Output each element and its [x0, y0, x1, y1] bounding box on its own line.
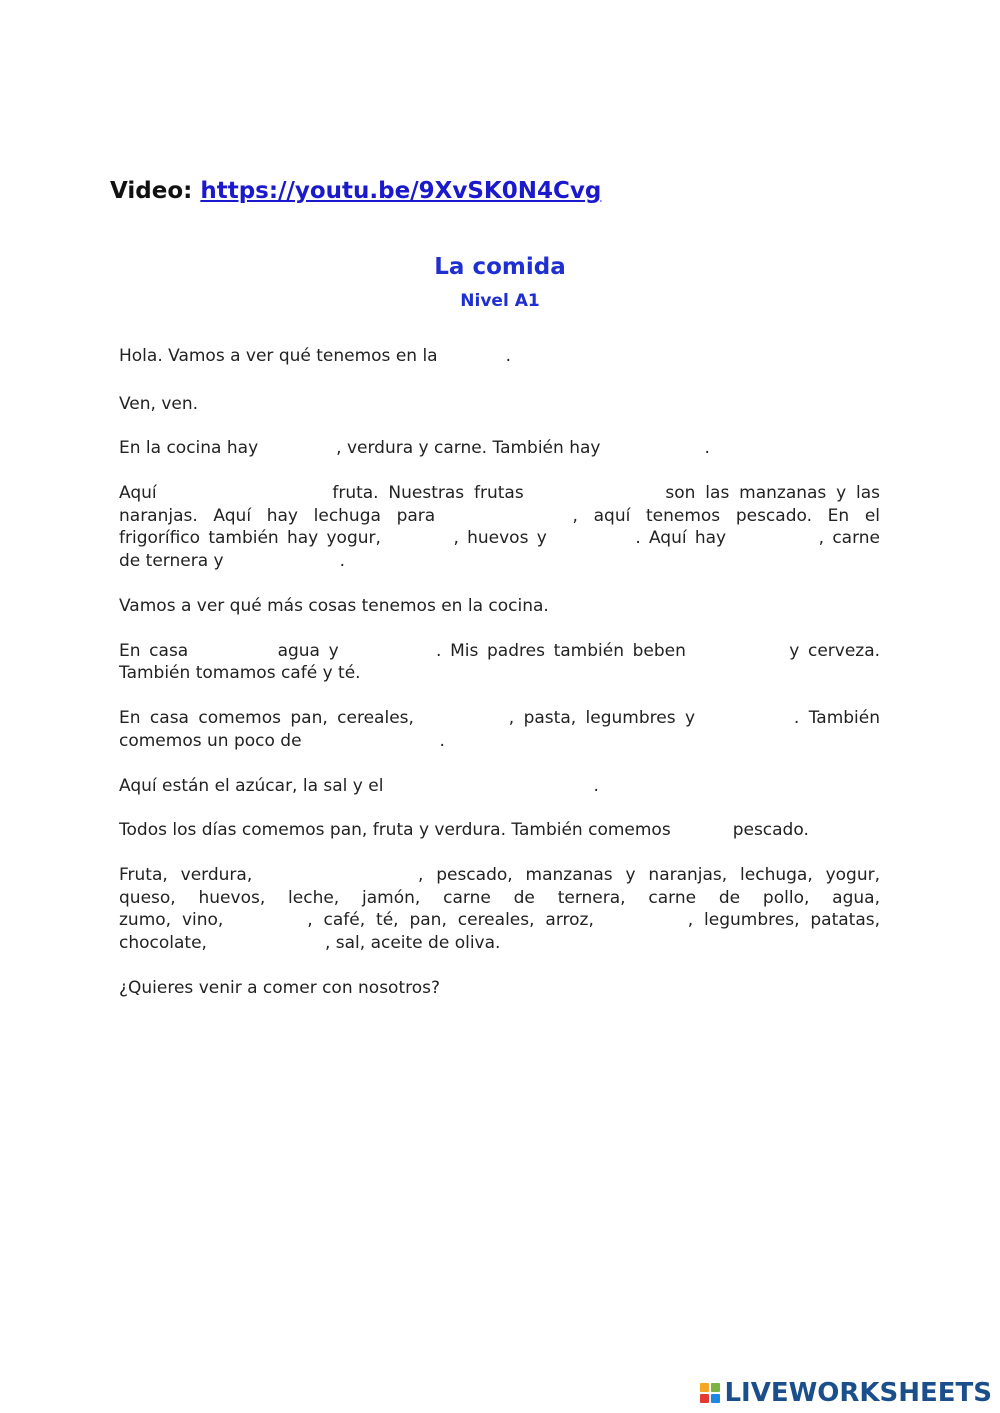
blank-field[interactable]	[258, 439, 336, 457]
blank-field[interactable]	[704, 709, 784, 727]
paragraph-7-line-2: comemos un poco de .	[119, 731, 445, 751]
blank-field[interactable]	[166, 484, 322, 502]
blank-field[interactable]	[438, 347, 506, 365]
logo-text: LIVEWORKSHEETS	[724, 1378, 992, 1408]
paragraph-11: ¿Quieres venir a comer con nosotros?	[119, 978, 441, 998]
blank-field[interactable]	[234, 911, 296, 929]
blank-field[interactable]	[600, 439, 704, 457]
paragraph-3: En la cocina hay , verdura y carne. También hay .	[119, 438, 710, 458]
paragraph-4-line-2: naranjas. Aquí hay lechuga para , aquí tenemos pescado. En el	[119, 506, 881, 526]
logo-square-2	[711, 1383, 720, 1392]
blank-field[interactable]	[383, 777, 593, 795]
logo-square-1	[700, 1383, 709, 1392]
logo-square-4	[711, 1394, 720, 1403]
blank-field[interactable]	[302, 732, 440, 750]
blank-field[interactable]	[347, 642, 427, 660]
blank-field[interactable]	[389, 529, 445, 547]
paragraph-1: Hola. Vamos a ver qué tenemos en la .	[119, 346, 512, 366]
blank-field[interactable]	[534, 484, 656, 502]
video-line	[110, 178, 601, 204]
page-title: La comida	[434, 254, 566, 280]
paragraph-10-line-1: Fruta, verdura, , pescado, manzanas y naranjas, lechuga, yogur,	[119, 865, 880, 885]
paragraph-7-line-1: En casa comemos pan, cereales, , pasta, legumbres y . También	[119, 708, 881, 728]
blank-field[interactable]	[265, 866, 405, 884]
blank-field[interactable]	[224, 552, 340, 570]
blank-field[interactable]	[555, 529, 627, 547]
blank-field[interactable]	[695, 642, 781, 660]
paragraph-4-line-3: frigorífico también hay yogur, , huevos y . Aquí hay , carne	[119, 528, 881, 548]
blank-field[interactable]	[207, 934, 325, 952]
paragraph-8: Aquí están el azúcar, la sal y el .	[119, 776, 599, 796]
blank-field[interactable]	[451, 507, 557, 525]
paragraph-6-line-1: En casa agua y . Mis padres también beben y cerveza.	[119, 641, 881, 661]
paragraph-10-line-2: queso, huevos, leche, jamón, carne de ternera, carne de pollo, agua,	[119, 888, 880, 908]
blank-field[interactable]	[605, 911, 677, 929]
paragraph-6-line-2: También tomamos café y té.	[119, 663, 361, 683]
paragraph-2: Ven, ven.	[119, 394, 199, 414]
blank-field[interactable]	[671, 821, 733, 839]
blank-field[interactable]	[423, 709, 499, 727]
blank-field[interactable]	[734, 529, 810, 547]
blank-field[interactable]	[197, 642, 269, 660]
paragraph-10-line-3: zumo, vino, , café, té, pan, cereales, arroz, , legumbres, patatas,	[119, 910, 881, 930]
liveworksheets-logo	[700, 1378, 992, 1408]
logo-grid-icon	[700, 1383, 720, 1403]
video-label: Video:	[110, 178, 193, 204]
paragraph-4-line-4: de ternera y .	[119, 551, 345, 571]
paragraph-9: Todos los días comemos pan, fruta y verdura. También comemos pescado.	[119, 820, 809, 840]
logo-square-3	[700, 1394, 709, 1403]
paragraph-5: Vamos a ver qué más cosas tenemos en la cocina.	[119, 596, 549, 616]
paragraph-4-line-1: Aquí fruta. Nuestras frutas son las manzanas y las	[119, 483, 881, 503]
paragraph-10-line-4: chocolate, , sal, aceite de oliva.	[119, 933, 501, 953]
page-subtitle: Nivel A1	[460, 291, 540, 311]
video-link[interactable]: https://youtu.be/9XvSK0N4Cvg	[200, 178, 602, 204]
